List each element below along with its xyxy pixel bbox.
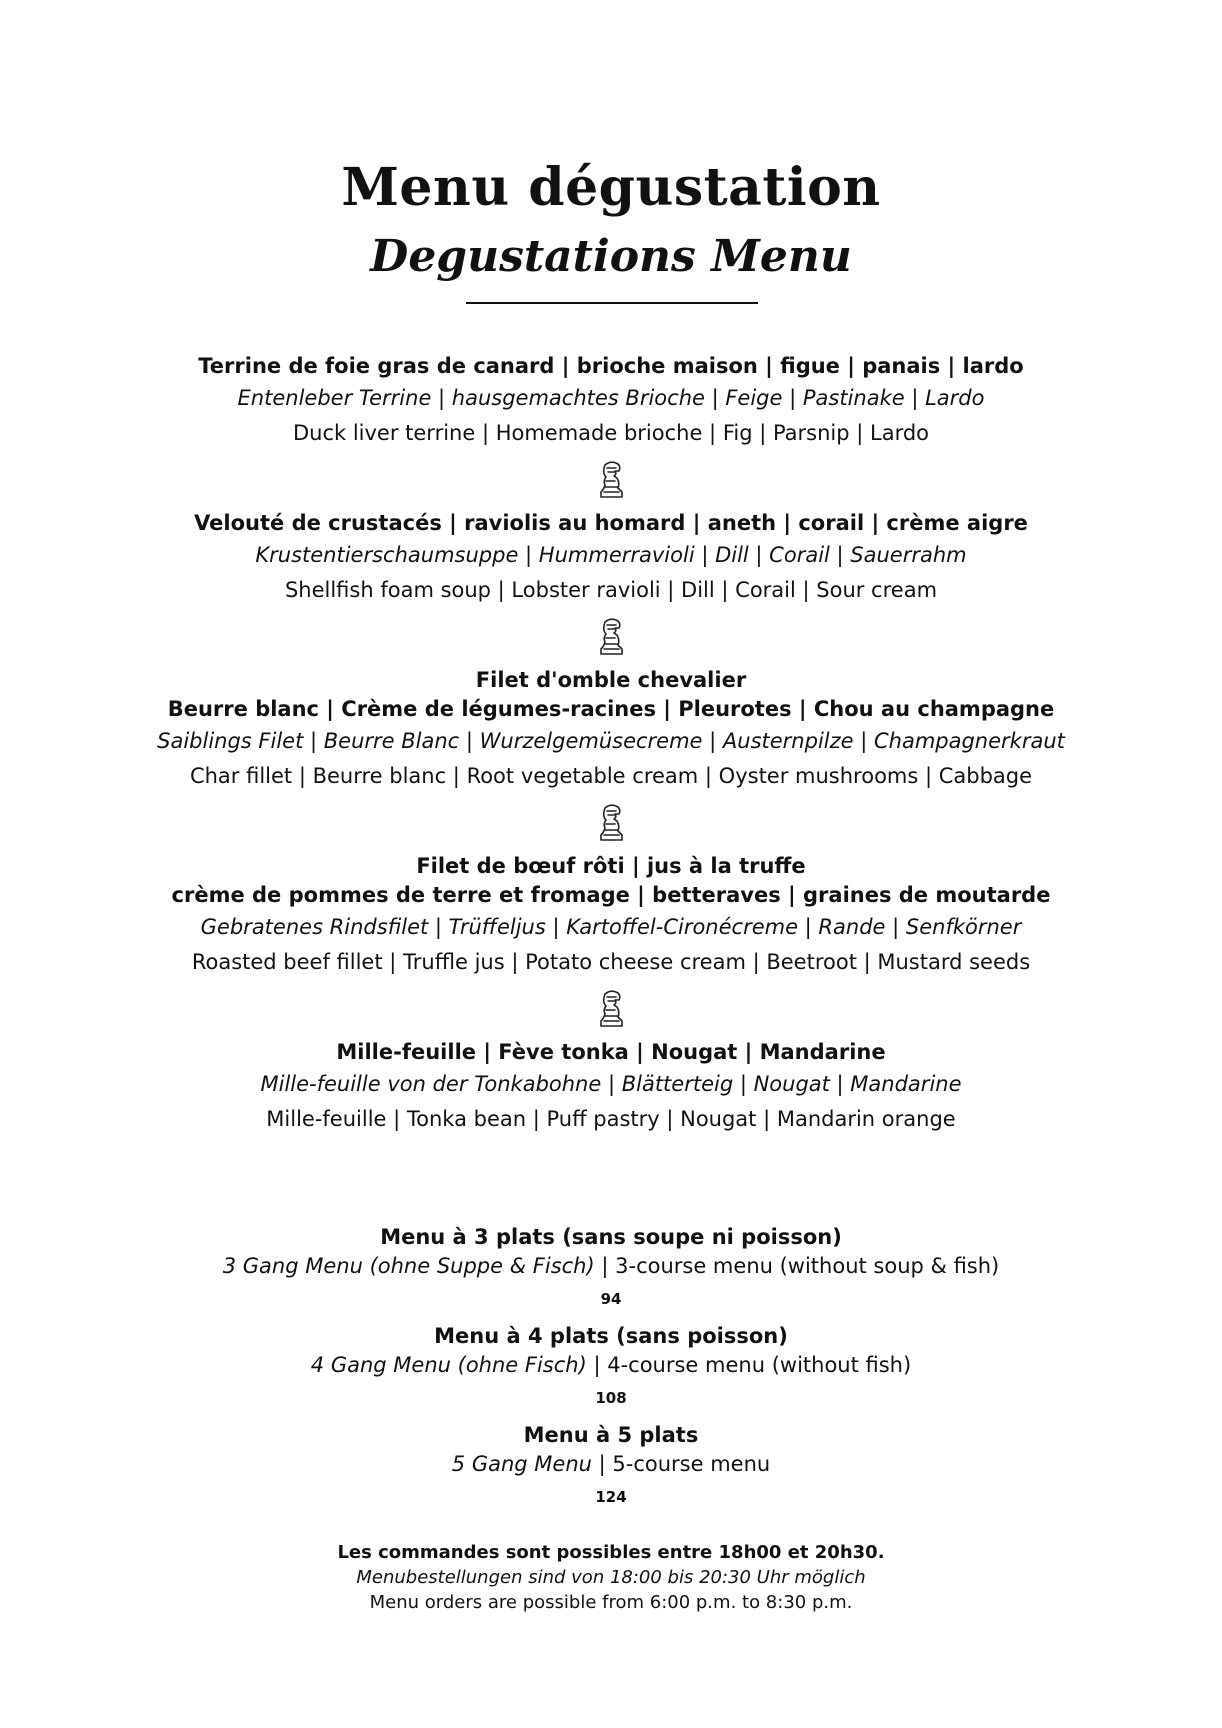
course-3-german: Saiblings Filet | Beurre Blanc | Wurzelgemüsecreme | Austernpilze | Champagnerkraut <box>157 729 1065 753</box>
menu-option-5-title: Menu à 5 plats <box>523 1423 699 1447</box>
course-2-german: Krustentierschaumsuppe | Hummerravioli | Dill | Corail | Sauerrahm <box>255 543 967 567</box>
menu-option-5-divider: | <box>591 1452 613 1476</box>
menu-option-3 <box>0 1223 1222 1310</box>
knight-bust-icon <box>596 459 626 499</box>
course-2 <box>0 509 1222 608</box>
course-4-french: crème de pommes de terre et fromage | betteraves | graines de moutarde <box>171 883 1051 907</box>
knight-bust-icon <box>596 802 626 842</box>
menu-option-5 <box>0 1421 1222 1508</box>
course-list <box>0 352 1222 1137</box>
menu-option-4-subtitle <box>0 1351 1222 1380</box>
course-1-french: Terrine de foie gras de canard | brioche maison | figue | panais | lardo <box>198 354 1024 378</box>
menu-option-3-english: 3-course menu (without soup & fish) <box>615 1254 1000 1278</box>
page-subtitle: Degustations Menu <box>370 231 852 282</box>
order-times <box>0 1540 1222 1615</box>
course-5-french: Mille-feuille | Fève tonka | Nougat | Mandarine <box>336 1040 886 1064</box>
menu-option-3-subtitle <box>0 1252 1222 1281</box>
menu-option-5-subtitle <box>0 1450 1222 1479</box>
menu-option-5-english: 5-course menu <box>612 1452 771 1476</box>
course-2-english: Shellfish foam soup | Lobster ravioli | Dill | Corail | Sour cream <box>284 578 938 602</box>
menu-option-4-english: 4-course menu (without fish) <box>607 1353 912 1377</box>
course-3-french-title: Filet d'omble chevalier <box>475 668 747 692</box>
title-divider <box>466 302 758 304</box>
menu-option-3-german: 3 Gang Menu (ohne Suppe & Fisch) <box>222 1254 595 1278</box>
course-1 <box>0 352 1222 451</box>
order-times-german: Menubestellungen sind von 18:00 bis 20:30 Uhr möglich <box>356 1567 866 1588</box>
menu-option-5-price: 124 <box>595 1488 627 1506</box>
menu-option-3-title: Menu à 3 plats (sans soupe ni poisson) <box>380 1225 842 1249</box>
course-4-french-title: Filet de bœuf rôti | jus à la truffe <box>416 854 806 878</box>
menu-option-3-price: 94 <box>600 1290 622 1308</box>
knight-bust-icon <box>596 988 626 1028</box>
order-times-english: Menu orders are possible from 6:00 p.m. to 8:30 p.m. <box>369 1592 853 1613</box>
course-3-french: Beurre blanc | Crème de légumes-racines | Pleurotes | Chou au champagne <box>167 697 1055 721</box>
course-4-german: Gebratenes Rindsfilet | Trüffeljus | Kartoffel-Cironécreme | Rande | Senfkörner <box>200 915 1022 939</box>
menu-option-5-german: 5 Gang Menu <box>451 1452 592 1476</box>
course-3-english: Char fillet | Beurre blanc | Root vegetable cream | Oyster mushrooms | Cabbage <box>189 764 1033 788</box>
course-5-english: Mille-feuille | Tonka bean | Puff pastry | Nougat | Mandarin orange <box>266 1107 956 1131</box>
course-4 <box>0 852 1222 980</box>
page-title: Menu dégustation <box>341 157 881 218</box>
menu-option-4-title: Menu à 4 plats (sans poisson) <box>434 1324 788 1348</box>
menu-options <box>0 1223 1222 1520</box>
menu-option-4 <box>0 1322 1222 1409</box>
course-4-english: Roasted beef fillet | Truffle jus | Potato cheese cream | Beetroot | Mustard seeds <box>191 950 1031 974</box>
course-3 <box>0 666 1222 794</box>
course-5 <box>0 1038 1222 1137</box>
order-times-french: Les commandes sont possibles entre 18h00 et 20h30. <box>337 1542 885 1563</box>
menu-option-4-german: 4 Gang Menu (ohne Fisch) <box>310 1353 587 1377</box>
knight-bust-icon <box>596 616 626 656</box>
menu-option-4-divider: | <box>586 1353 608 1377</box>
course-1-english: Duck liver terrine | Homemade brioche | Fig | Parsnip | Lardo <box>292 421 930 445</box>
course-2-french: Velouté de crustacés | raviolis au homard | aneth | corail | crème aigre <box>194 511 1028 535</box>
course-1-german: Entenleber Terrine | hausgemachtes Brioche | Feige | Pastinake | Lardo <box>237 386 985 410</box>
menu-option-4-price: 108 <box>595 1389 627 1407</box>
menu-option-3-divider: | <box>594 1254 616 1278</box>
course-5-german: Mille-feuille von der Tonkabohne | Blätterteig | Nougat | Mandarine <box>260 1072 962 1096</box>
